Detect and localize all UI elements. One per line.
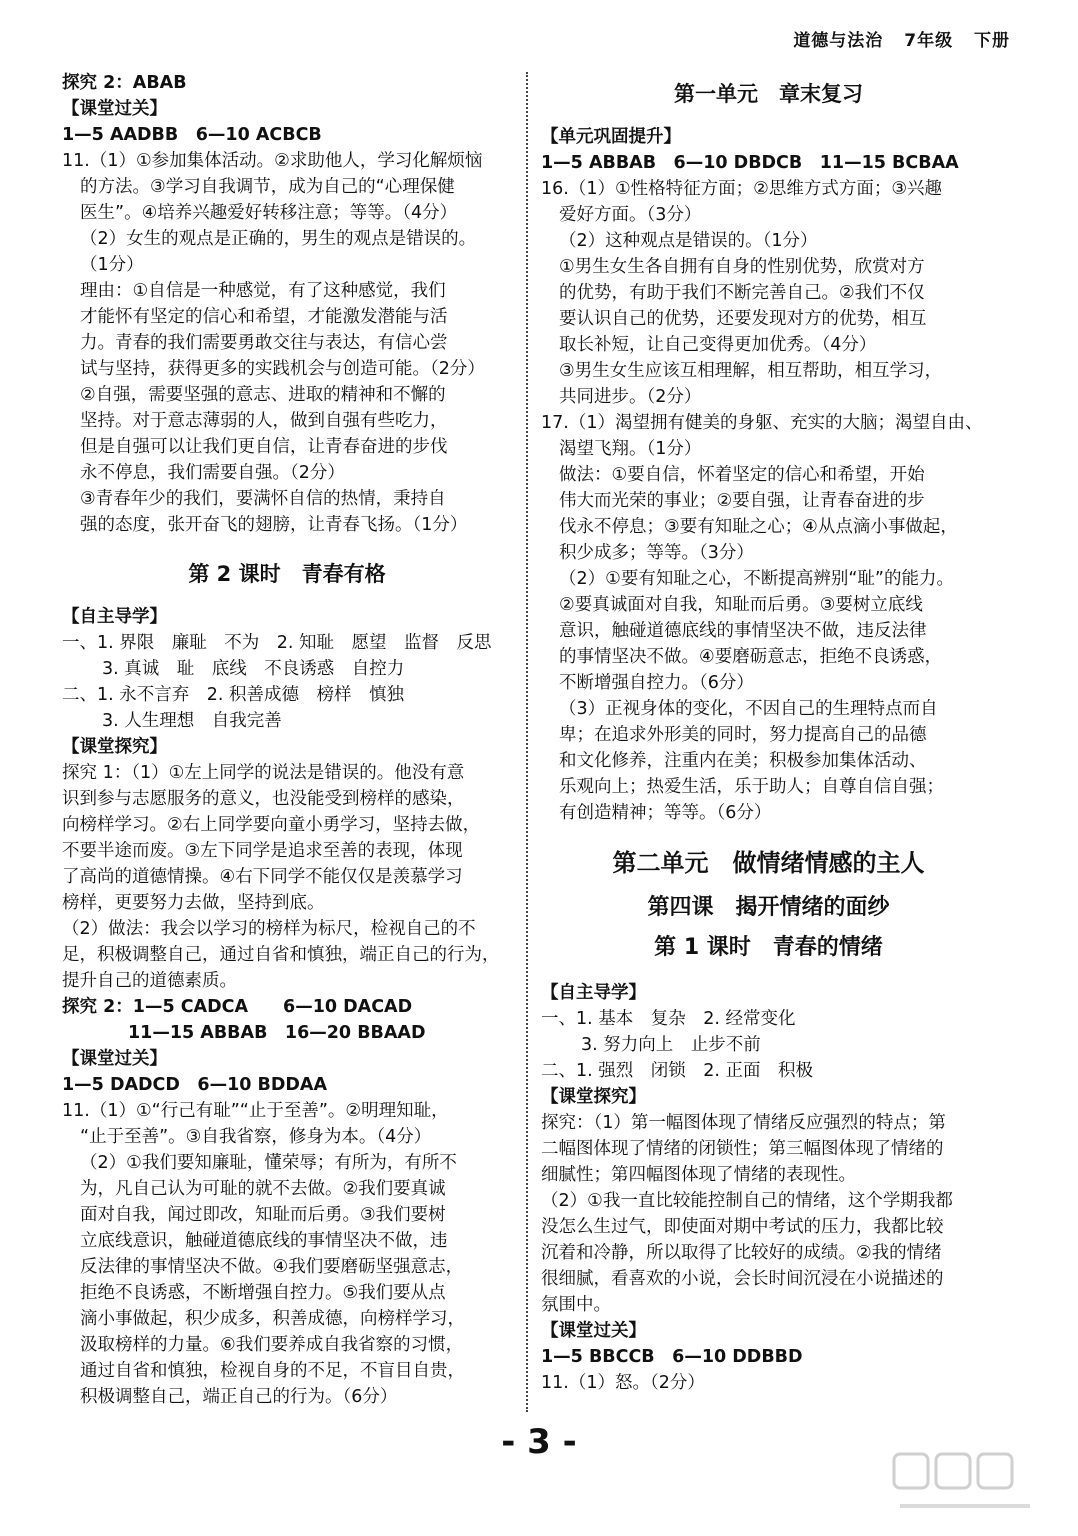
text-line: 沉着和冷静，所以取得了比较好的成绩。②我的情绪 (541, 1243, 942, 1263)
text-line: 才能怀有坚定的信心和希望，才能激发潜能与活 (80, 307, 448, 327)
header-grade: 7年级 (904, 31, 954, 51)
text-line: 【课堂探究】 (62, 737, 167, 757)
text-line: 【自主导学】 (541, 983, 646, 1003)
text-line: 很细腻，看喜欢的小说，会长时间沉浸在小说描述的 (541, 1269, 944, 1289)
watermark-logo-icon (890, 1448, 1040, 1518)
text-line: 有创造精神；等等。（6分） (559, 803, 772, 823)
text-line: 力。青春的我们需要勇敢交往与表达，有信心尝 (80, 333, 448, 353)
text-line: ③青春年少的我们，要满怀自信的热情，秉持自 (80, 489, 446, 509)
header-volume: 下册 (974, 31, 1010, 51)
text-line: 3. 人生理想 自我完善 (102, 711, 282, 731)
text-line: 1—5 BBCCB 6—10 DDBBD (541, 1347, 803, 1367)
text-line: 二、1. 强烈 闭锁 2. 正面 积极 (541, 1061, 814, 1081)
text-line: 医生”。④培养兴趣爱好转移注意；等等。（4分） (80, 203, 458, 223)
text-line: 共同进步。（2分） (559, 387, 702, 407)
page-header (779, 26, 1010, 51)
text-line: 细腻性；第四幅图体现了情绪的表现性。 (541, 1165, 856, 1185)
text-line: ②自强，需要坚强的意志、进取的精神和不懈的 (80, 385, 446, 405)
text-line: 一、1. 界限 廉耻 不为 2. 知耻 愿望 监督 反思 (62, 633, 492, 653)
text-line: 氛围中。 (541, 1295, 611, 1315)
column-divider (526, 72, 528, 1412)
text-line: 的方法。③学习自我调节，成为自己的“心理保健 (80, 177, 455, 197)
text-line: 一、1. 基本 复杂 2. 经常变化 (541, 1009, 796, 1029)
text-line: 【课堂过关】 (62, 99, 167, 119)
text-line: 识到参与志愿服务的意义，也没能受到榜样的感染， (62, 789, 465, 809)
text-line: ③男生女生应该互相理解，相互帮助，相互学习， (559, 361, 943, 381)
text-line: 探究：（1）第一幅图体现了情绪反应强烈的特点；第 (541, 1113, 946, 1133)
text-line: 面对自我，闻过即改，知耻而后勇。③我们要树 (80, 1205, 446, 1225)
text-line: 积少成多；等等。（3分） (559, 543, 754, 563)
text-line: 探究 2：ABAB (62, 73, 187, 93)
text-line: （2）这种观点是错误的。（1分） (559, 231, 818, 251)
text-line: （3）正视身体的变化，不因自己的生理特点而自 (559, 699, 938, 719)
text-line: 16.（1）①性格特征方面；②思维方式方面；③兴趣 (541, 179, 943, 199)
text-line: 【课堂探究】 (541, 1087, 646, 1107)
page-number: - 3 - (501, 1422, 577, 1462)
text-line: 为，凡自己认为可耻的就不去做。②我们要真诚 (80, 1179, 446, 1199)
text-line: 滴小事做起，积少成多，积善成德，向榜样学习， (80, 1309, 465, 1329)
text-line: 坚持。对于意志薄弱的人，做到自强有些吃力， (80, 411, 448, 431)
section-title-unit2: 第二单元 做情绪情感的主人 (612, 849, 925, 877)
text-line: 理由：①自信是一种感觉，有了这种感觉，我们 (80, 281, 446, 301)
text-line: 【自主导学】 (62, 607, 167, 627)
text-line: 和文化修养，注重内在美；积极参加集体活动、 (559, 751, 927, 771)
right-column (541, 70, 996, 1396)
text-line: 积极调整自己，端正自己的行为。（6分） (80, 1387, 398, 1407)
text-line: （2）做法：我会以学习的榜样为标尺，检视自己的不 (62, 919, 476, 939)
text-line: 试与坚持，获得更多的实践机会与创造可能。（2分） (80, 359, 485, 379)
text-line: 【单元巩固提升】 (541, 127, 681, 147)
text-line: 11.（1）①参加集体活动。②求助他人，学习化解烦恼 (62, 151, 483, 171)
text-line: 乐观向上；热爱生活，乐于助人；自尊自信自强； (559, 777, 944, 797)
section-title-lesson4: 第四课 揭开情绪的面纱 (647, 895, 890, 920)
text-line: 探究 1：（1）①左上同学的说法是错误的。他没有意 (62, 763, 465, 783)
text-line: 伟大而光荣的事业；②要自强，让青春奋进的步 (559, 491, 925, 511)
text-line: 立底线意识，触碰道德底线的事情坚决不做，违 (80, 1231, 448, 1251)
text-line: ②要真诚面对自我，知耻而后勇。③要树立底线 (559, 595, 923, 615)
text-line: 没怎么生过气，即使面对期中考试的压力，我都比较 (541, 1217, 944, 1237)
text-line: （2）①我一直比较能控制自己的情绪，这个学期我都 (541, 1191, 953, 1211)
text-line: 要认识自己的优势，还要发现对方的优势，相互 (559, 309, 927, 329)
section-title-unit1-review: 第一单元 章末复习 (674, 82, 863, 106)
text-line: 探究 2：1—5 CADCA 6—10 DACAD (62, 997, 413, 1017)
text-line: （1分） (80, 255, 144, 275)
left-column (62, 70, 512, 1410)
text-line: 11.（1）怒。（2分） (541, 1373, 705, 1393)
text-line: 强的态度，张开奋飞的翅膀，让青春飞扬。（1分） (80, 515, 468, 535)
text-line: 17.（1）渴望拥有健美的身躯、充实的大脑；渴望自由、 (541, 413, 983, 433)
text-line: 榜样，更要努力去做，坚持到底。 (62, 893, 325, 913)
text-line: 【课堂过关】 (62, 1049, 167, 1069)
section-title-period-2: 第 2 课时 青春有格 (188, 562, 386, 586)
text-line: 通过自省和慎独，检视自身的不足，不盲目自贵， (80, 1361, 465, 1381)
header-subject: 道德与法治 (793, 31, 884, 51)
text-line: 【课堂过关】 (541, 1321, 646, 1341)
text-line: 1—5 AADBB 6—10 ACBCB (62, 125, 322, 145)
text-line: 二幅图体现了情绪的闭锁性；第三幅图体现了情绪的 (541, 1139, 944, 1159)
text-line: 3. 真诚 耻 底线 不良诱惑 自控力 (102, 659, 405, 679)
text-line: ①男生女生各自拥有自身的性别优势，欣赏对方 (559, 257, 925, 277)
text-line: 足，积极调整自己，通过自省和慎独，端正自己的行为， (62, 945, 500, 965)
text-line: 卑；在追求外形美的同时，努力提高自己的品德 (559, 725, 927, 745)
text-line: （2）①我们要知廉耻，懂荣辱；有所为，有所不 (80, 1153, 457, 1173)
text-line: 不断增强自控力。（6分） (559, 673, 754, 693)
text-line: 不要半途而废。③左下同学是追求至善的表现，体现 (62, 841, 463, 861)
text-line: 但是自强可以让我们更自信，让青春奋进的步伐 (80, 437, 448, 457)
text-line: （2）①要有知耻之心，不断提高辨别“耻”的能力。 (559, 569, 954, 589)
text-line: 做法：①要自信，怀着坚定的信心和希望，开始 (559, 465, 925, 485)
text-line: 意识，触碰道德底线的事情坚决不做，违反法律 (559, 621, 927, 641)
text-line: 二、1. 永不言弃 2. 积善成德 榜样 慎独 (62, 685, 405, 705)
text-line: “止于至善”。③自我省察，修身为本。（4分） (80, 1127, 432, 1147)
text-line: 1—5 ABBAB 6—10 DBDCB 11—15 BCBAA (541, 153, 959, 173)
text-line: 渴望飞翔。（1分） (559, 439, 702, 459)
text-line: 1—5 DADCD 6—10 BDDAA (62, 1075, 328, 1095)
text-line: 提升自己的道德素质。 (62, 971, 237, 991)
text-line: 取长补短，让自己变得更加优秀。（4分） (559, 335, 877, 355)
text-line: 了高尚的道德情操。④右下同学不能仅仅是羡慕学习 (62, 867, 463, 887)
text-line: 的事情坚决不做。④要磨砺意志，拒绝不良诱惑， (559, 647, 943, 667)
text-line: 汲取榜样的力量。⑥我们要养成自我省察的习惯， (80, 1335, 464, 1355)
text-line: （2）女生的观点是正确的，男生的观点是错误的。 (80, 229, 477, 249)
section-title-period-1: 第 1 课时 青春的情绪 (654, 935, 883, 960)
text-line: 永不停息，我们需要自强。（2分） (80, 463, 345, 483)
text-line: 反法律的事情坚决不做。④我们要磨砺坚强意志， (80, 1257, 464, 1277)
text-line: 11—15 ABBAB 16—20 BBAAD (128, 1023, 426, 1043)
text-line: 的优势，有助于我们不断完善自己。②我们不仅 (559, 283, 925, 303)
text-line: 伐永不停息；③要有知耻之心；④从点滴小事做起， (559, 517, 958, 537)
text-line: 11.（1）①“行己有耻”“止于至善”。②明理知耻， (62, 1101, 449, 1121)
text-line: 爱好方面。（3分） (559, 205, 702, 225)
text-line: 3. 努力向上 止步不前 (581, 1035, 761, 1055)
text-line: 向榜样学习。②右上同学要向童小勇学习，坚持去做， (62, 815, 481, 835)
text-line: 拒绝不良诱惑，不断增强自控力。⑤我们要从点 (80, 1283, 446, 1303)
